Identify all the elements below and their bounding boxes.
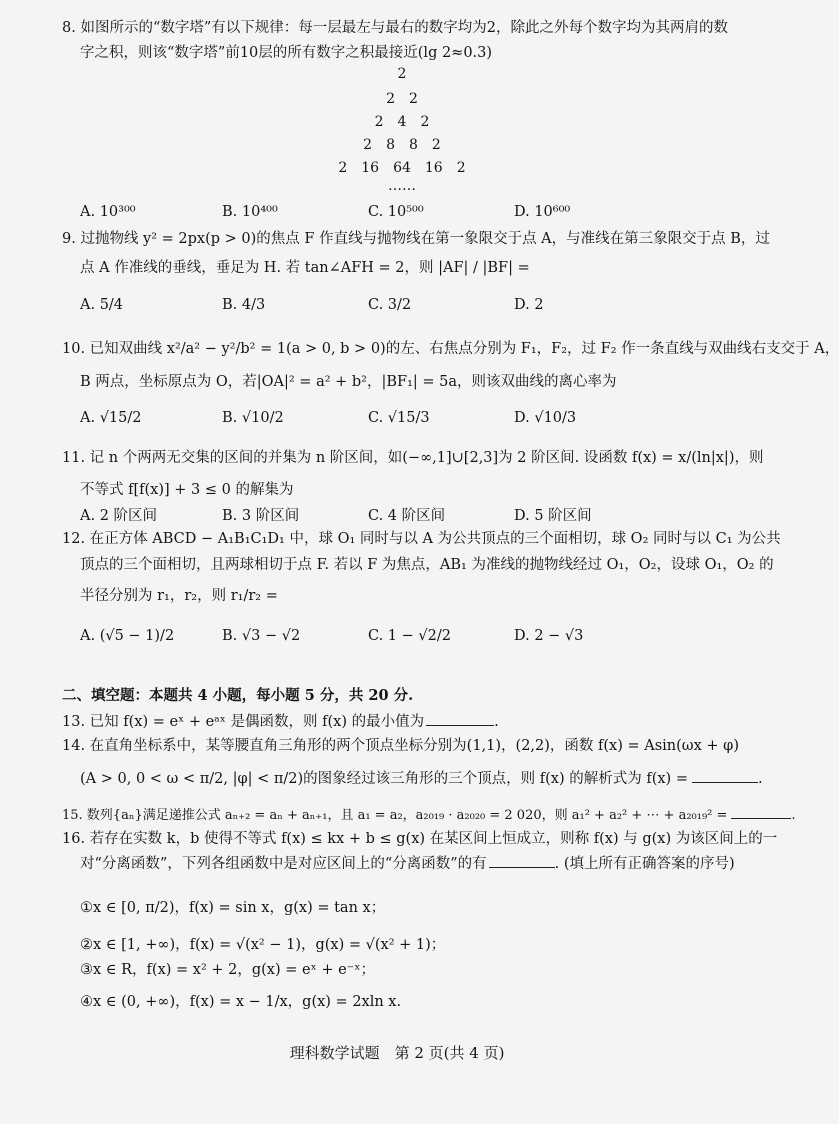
q8-text-line2: 字之积，则该“数字塔”前10层的所有数字之积最接近(lg 2≈0.3): [80, 45, 493, 61]
q10-text-line2: B 两点，坐标原点为 O，若|OA|² = a² + b²，|BF₁| = 5a，则该双曲线的离心率为: [80, 374, 617, 390]
q8-option-a: A. 10³⁰⁰: [80, 204, 136, 220]
section-heading-fill-in: 二、填空题：本题共 4 小题，每小题 5 分，共 20 分.: [62, 687, 414, 704]
q11-option-d: D. 5 阶区间: [514, 508, 592, 524]
number-tower-row-4: 2 8 8 2: [363, 137, 441, 153]
q10-option-a: A. √15/2: [80, 410, 142, 426]
q16-item-2: ②x ∈ [1, +∞)，f(x) = √(x² − 1)，g(x) = √(x² + 1)；: [80, 937, 446, 953]
q16-text-line2: 对“分离函数”，下列各组函数中是对应区间上的“分离函数”的有 . (填上所有正确答案的序号): [80, 853, 735, 874]
q11-option-b: B. 3 阶区间: [222, 508, 300, 524]
q8-option-b: B. 10⁴⁰⁰: [222, 204, 278, 220]
number-tower-row-3: 2 4 2: [374, 114, 430, 130]
q15-text: 15. 数列{aₙ}满足递推公式 aₙ₊₂ = aₙ + aₙ₊₁，且 a₁ = a₂，a₂₀₁₉ · a₂₀₂₀ = 2 020，则 a₁² + a₂² + ⋯ + a₂₀₁₉² = .: [62, 804, 796, 826]
q14-text-line2: (A > 0, 0 < ω < π/2, |φ| < π/2)的图象经过该三角形的三个顶点，则 f(x) 的解析式为 f(x) = .: [80, 768, 763, 789]
q8-option-d: D. 10⁶⁰⁰: [514, 204, 571, 220]
q8-option-c: C. 10⁵⁰⁰: [368, 204, 424, 220]
number-tower-ellipsis: ……: [388, 178, 416, 194]
q16-item-1: ①x ∈ [0, π/2)，f(x) = sin x，g(x) = tan x；: [80, 900, 386, 916]
q10-option-c: C. √15/3: [368, 410, 430, 426]
q12-option-c: C. 1 − √2/2: [368, 628, 451, 644]
q16-item-3: ③x ∈ R，f(x) = x² + 2，g(x) = eˣ + e⁻ˣ；: [80, 962, 375, 978]
q16-text-line1: 16. 若存在实数 k，b 使得不等式 f(x) ≤ kx + b ≤ g(x) 在某区间上恒成立，则称 f(x) 与 g(x) 为该区间上的一: [62, 831, 778, 847]
q10-text-line1: 10. 已知双曲线 x²/a² − y²/b² = 1(a > 0, b > 0)的左、右焦点分别为 F₁，F₂，过 F₂ 作一条直线与双曲线右支交于 A，: [62, 341, 839, 357]
q10-option-b: B. √10/2: [222, 410, 284, 426]
q9-text-line1: 9. 过抛物线 y² = 2px(p > 0)的焦点 F 作直线与抛物线在第一象限交于点 A，与准线在第三象限交于点 B，过: [62, 231, 770, 247]
q8-text-line1: 8. 如图所示的“数字塔”有以下规律：每一层最左与最右的数字均为2，除此之外每个数字均为其两肩的数: [62, 20, 728, 36]
q12-option-b: B. √3 − √2: [222, 628, 301, 644]
q14-text-line1: 14. 在直角坐标系中，某等腰直角三角形的两个顶点坐标分别为(1,1)，(2,2)，函数 f(x) = Asin(ωx + φ): [62, 738, 739, 754]
number-tower-row-2: 2 2: [386, 91, 418, 107]
q9-option-a: A. 5/4: [80, 297, 124, 313]
page-footer: 理科数学试题 第 2 页(共 4 页): [289, 1044, 505, 1062]
q16-item-4: ④x ∈ (0, +∞)，f(x) = x − 1/x，g(x) = 2xln x.: [80, 994, 402, 1010]
q13-text: 13. 已知 f(x) = eˣ + eᵃˣ 是偶函数，则 f(x) 的最小值为 .: [62, 711, 499, 732]
q10-option-d: D. √10/3: [514, 410, 577, 426]
q9-option-d: D. 2: [514, 297, 544, 313]
q9-option-c: C. 3/2: [368, 297, 412, 313]
q9-option-b: B. 4/3: [222, 297, 266, 313]
q11-option-a: A. 2 阶区间: [80, 508, 158, 524]
q12-option-a: A. (√5 − 1)/2: [80, 628, 175, 644]
q9-text-line2: 点 A 作准线的垂线，垂足为 H. 若 tan∠AFH = 2，则 |AF| / |BF| =: [80, 260, 530, 276]
q11-option-c: C. 4 阶区间: [368, 508, 446, 524]
q12-text-line3: 半径分别为 r₁，r₂，则 r₁/r₂ =: [80, 588, 278, 604]
q11-text-line2: 不等式 f[f(x)] + 3 ≤ 0 的解集为: [80, 482, 294, 498]
number-tower-row-5: 2 16 64 16 2: [338, 160, 466, 176]
q12-text-line2: 顶点的三个面相切，且两球相切于点 F. 若以 F 为焦点，AB₁ 为准线的抛物线经过 O₁，O₂，设球 O₁，O₂ 的: [80, 557, 774, 573]
q12-option-d: D. 2 − √3: [514, 628, 584, 644]
q11-text-line1: 11. 记 n 个两两无交集的区间的并集为 n 阶区间，如(−∞,1]∪[2,3]为 2 阶区间. 设函数 f(x) = x/(ln|x|)，则: [62, 450, 764, 466]
number-tower-row-1: 2: [397, 66, 407, 82]
q12-text-line1: 12. 在正方体 ABCD − A₁B₁C₁D₁ 中，球 O₁ 同时与以 A 为公共顶点的三个面相切，球 O₂ 同时与以 C₁ 为公共: [62, 531, 781, 547]
